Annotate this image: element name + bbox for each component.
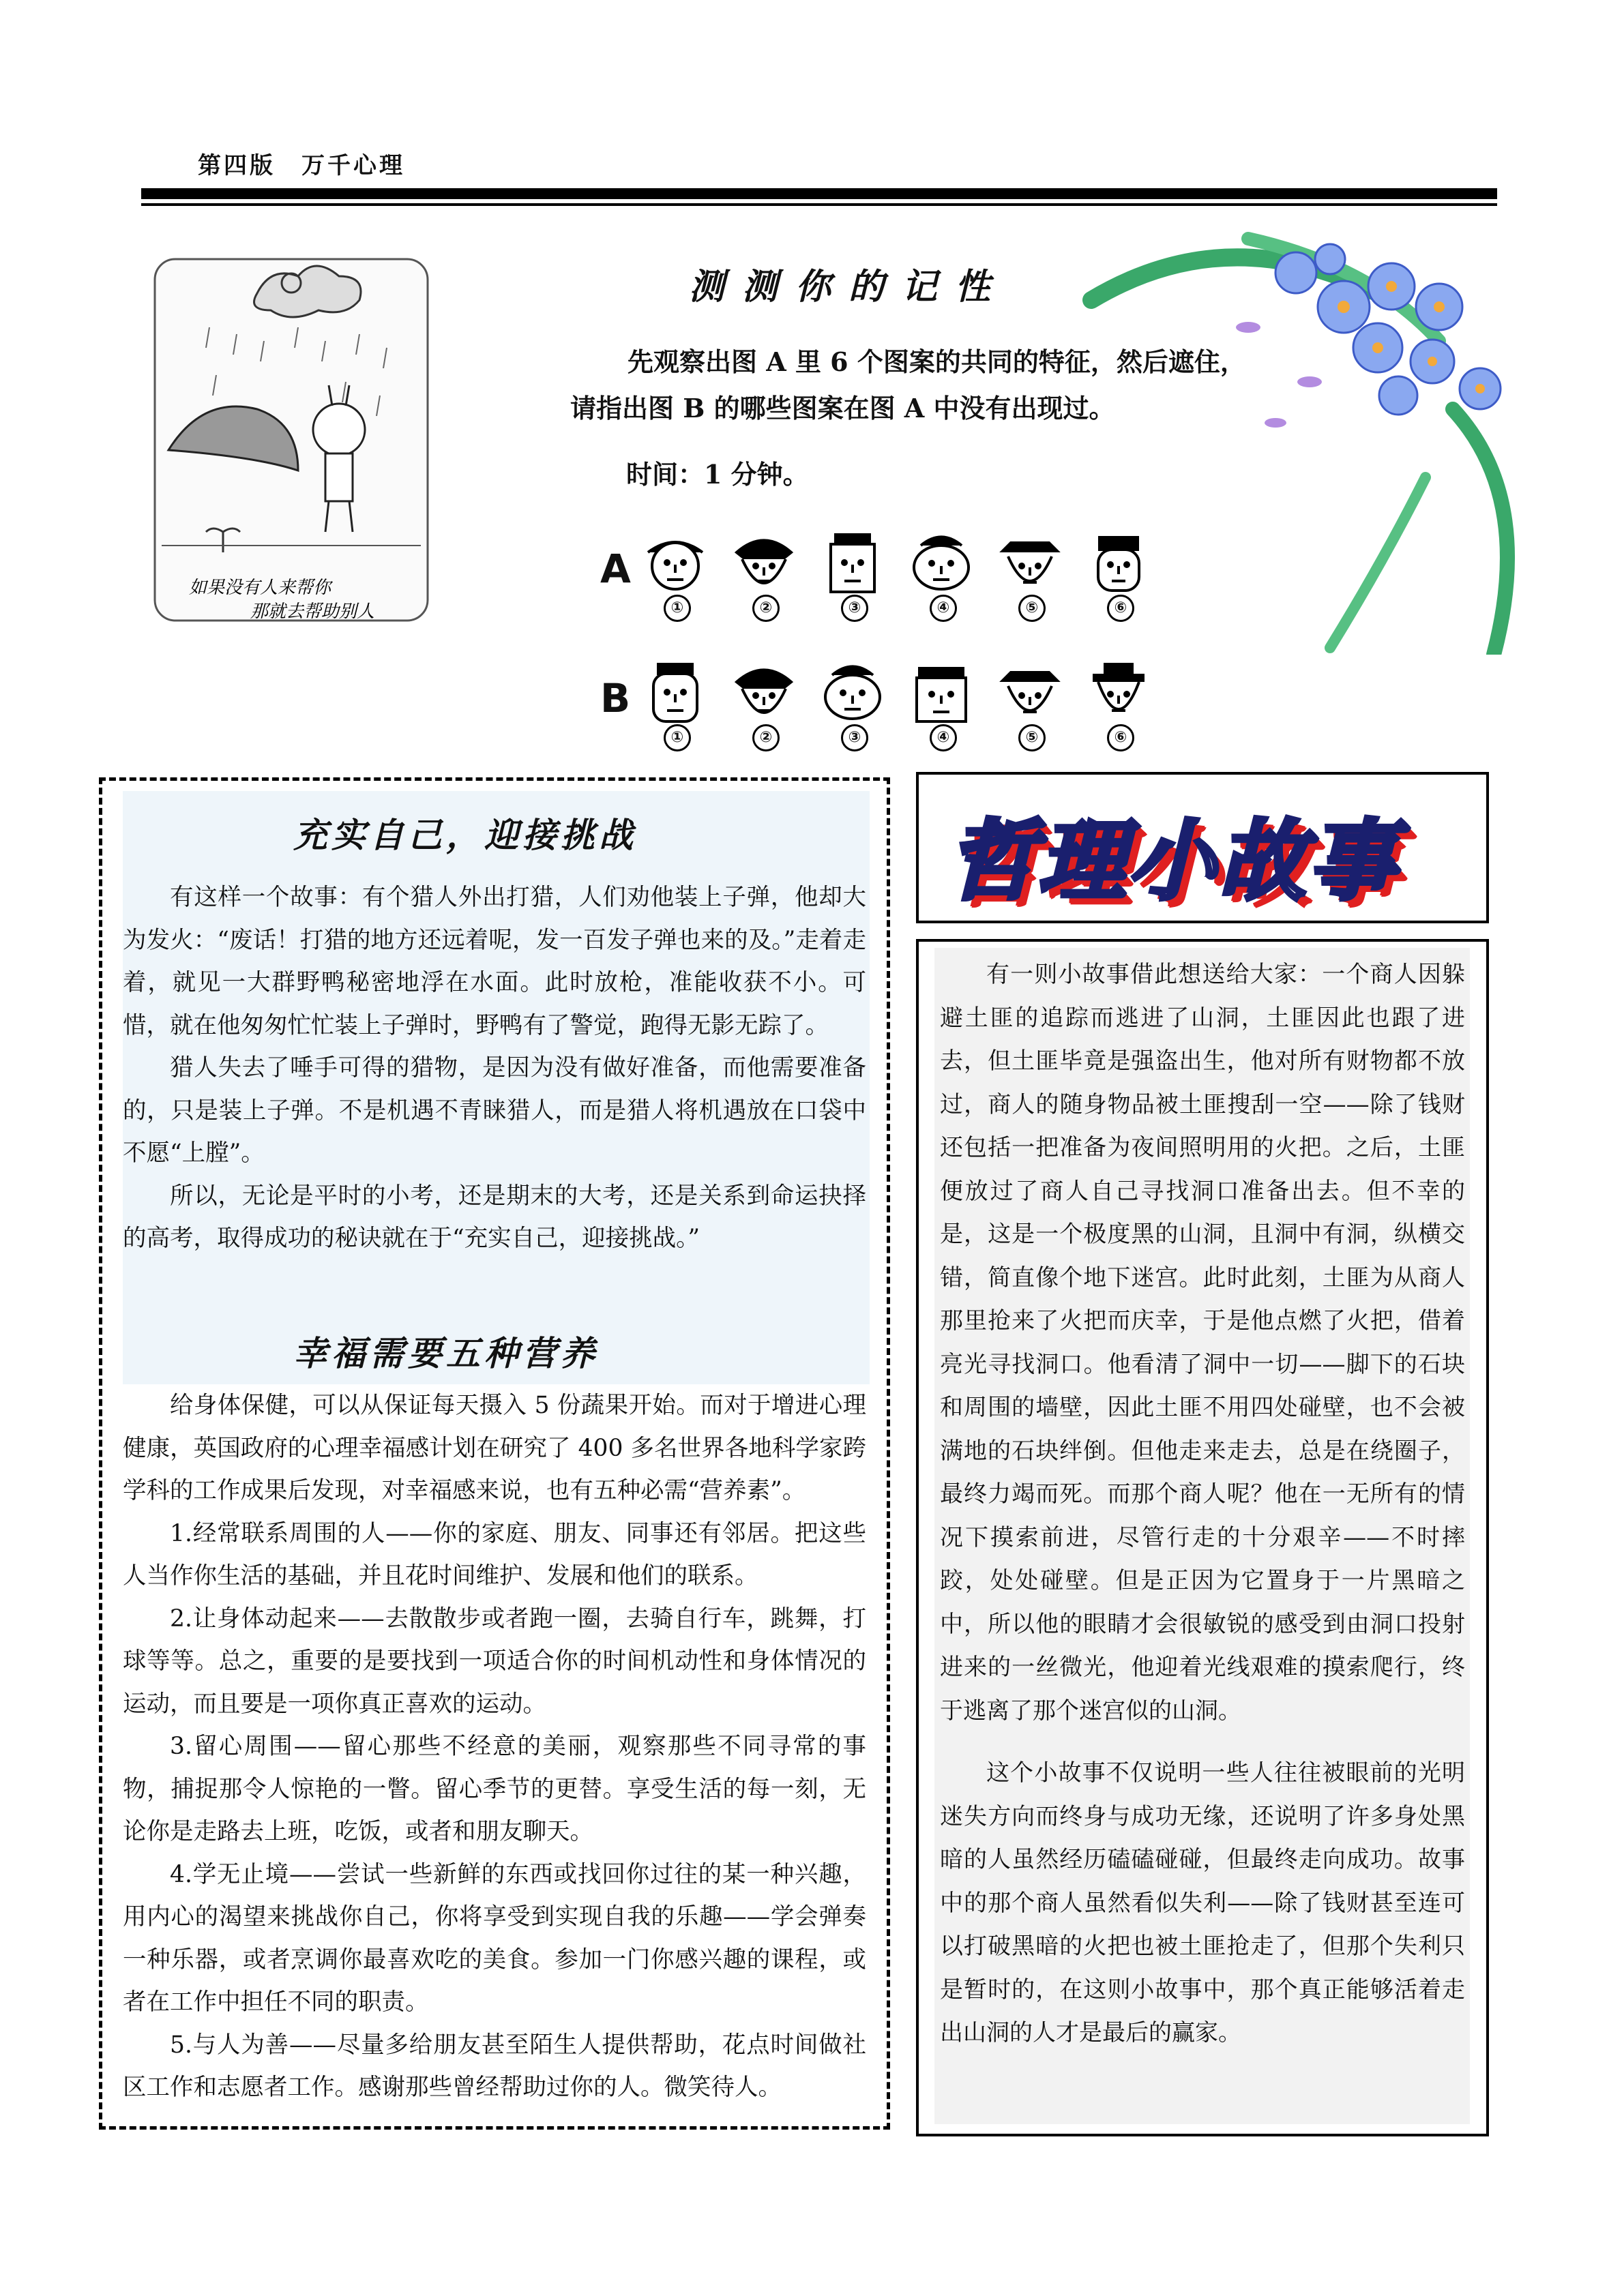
section2-body: [123, 1384, 866, 2109]
face-b2: [737, 670, 791, 713]
row-a-number-6: ⑥: [1107, 595, 1134, 622]
section2-paragraph: 2.让身体动起来——去散散步或者跑一圈，去骑自行车，跳舞，打球等等。总之，重要的是要找到一项适合你的时间机动性和身体情况的运动，而且要是一项你真正喜欢的运动。: [123, 1605, 866, 1718]
row-b-number-1: ①: [664, 724, 691, 751]
memory-test-title: 测测你的记性: [689, 267, 1009, 308]
row-b-number-6: ⑥: [1107, 724, 1134, 751]
row-b-number-5: ⑤: [1018, 724, 1046, 751]
section2-paragraph: 4.学无止境——尝试一些新鲜的东西或找回你过往的某一种兴趣，用内心的渴望来挑战你自己，你将享受到实现自我的乐趣——学会弹奏一种乐器，或者烹调你最喜欢吃的美食。参加一门你感兴趣的课程，或者在工作中担任不同的职责。: [123, 1860, 866, 2016]
header-rule-thick: [141, 188, 1497, 199]
face-a3: [831, 535, 874, 592]
header-rule-thin: [141, 203, 1497, 206]
face-a1: [648, 542, 703, 589]
story-paragraph: 这个小故事不仅说明一些人往往被眼前的光明迷失方向而终身与成功无缘，还说明了许多身处黑暗的人虽然经历磕磕碰碰，但最终走向成功。故事中的那个商人虽然看似失利——除了钱财甚至连可以打破黑暗的火把也被土匪抢走了，但那个失利只是暂时的，在这则小故事中，那个真正能够活着走出山洞的人才是最后的赢家。: [940, 1759, 1465, 2046]
face-b3: [825, 667, 880, 719]
memory-test-time: 时间：1 分钟。: [626, 459, 809, 490]
cartoon-caption-line2: 那就去帮助别人: [250, 601, 375, 621]
row-a-label: A: [600, 546, 631, 592]
rain-cartoon-illustration: [141, 232, 441, 641]
section1-paragraph: 所以，无论是平时的小考，还是期末的大考，还是关系到命运抉择的高考，取得成功的秘诀就在于“充实自己，迎接挑战。”: [123, 1182, 866, 1252]
section-title-challenge: 充实自己，迎接挑战: [293, 816, 637, 855]
story-title: 哲理小故事: [948, 811, 1399, 912]
row-a-number-1: ①: [664, 595, 691, 622]
row-b-number-3: ③: [841, 724, 868, 751]
story-paragraph: 有一则小故事借此想送给大家：一个商人因躲避土匪的追踪而逃进了山洞，土匪因此也跟了进去，但土匪毕竟是强盗出生，他对所有财物都不放过，商人的随身物品被土匪搜刮一空——除了钱财还包括一把准备为夜间照明用的火把。之后，土匪便放过了商人自己寻找洞口准备出去。但不幸的是，这是一个极度黑的山洞，且洞中有洞，纵横交错，简直像个地下迷宫。此时此刻，土匪为从商人那里抢来了火把而庆幸，于是他点燃了火把，借着亮光寻找洞口。他看清了洞中一切——脚下的石块和周围的墙壁，因此土匪不用四处碰壁，也不会被满地的石块绊倒。但他走来走去，总是在绕圈子，最终力竭而死。而那个商人呢？他在一无所有的情况下摸索前进，尽管行走的十分艰辛——不时摔跤，处处碰壁。但是正因为它置身于一片黑暗之中，所以他的眼睛才会很敏锐的感受到由洞口投射进来的一丝微光，他迎着光线艰难的摸索爬行，终于逃离了那个迷宫似的山洞。: [940, 961, 1465, 1725]
face-b4: [917, 668, 966, 721]
face-a5: [1003, 543, 1057, 582]
section1-paragraph: 猎人失去了唾手可得的猎物，是因为没有做好准备，而他需要准备的，只是装上子弹。不是机遇不青睐猎人，而是猎人将机遇放在口袋中不愿“上膛”。: [123, 1054, 866, 1167]
row-a-number-2: ②: [752, 595, 780, 622]
face-b5: [1003, 672, 1057, 712]
face-b1: [653, 664, 697, 721]
row-a-number-3: ③: [841, 595, 868, 622]
row-a-number-5: ⑤: [1018, 595, 1046, 622]
face-a2: [737, 541, 791, 584]
row-a-faces: [634, 525, 1194, 634]
row-b-faces: [634, 655, 1194, 764]
row-a-number-4: ④: [930, 595, 957, 622]
face-a4: [914, 537, 969, 590]
row-b-number-4: ④: [930, 724, 957, 751]
memory-test-instruction-2: 请指出图 B 的哪些图案在图 A 中没有出现过。: [570, 393, 1115, 423]
section2-paragraph: 1.经常联系周围的人——你的家庭、朋友、同事还有邻居。把这些人当作你生活的基础，并且花时间维护、发展和他们的联系。: [123, 1519, 866, 1590]
row-b-label: B: [600, 675, 631, 721]
page-header-label: 第四版 万千心理: [198, 152, 405, 179]
section1-paragraph: 有这样一个故事：有个猎人外出打猎，人们劝他装上子弹，他却大为发火：“废话！打猎的地方还远着呢，发一百发子弹也来的及。”走着走着，就见一大群野鸭秘密地浮在水面。此时放枪，准能收获不小。可惜，就在他匆匆忙忙装上子弹时，野鸭有了警觉，跑得无影无踪了。: [123, 884, 866, 1039]
section2-paragraph: 给身体保健，可以从保证每天摄入 5 份蔬果开始。而对于增进心理健康，英国政府的心理幸福感计划在研究了 400 多名世界各地科学家跨学科的工作成果后发现，对幸福感来说，也有五种必需“营养素”。: [123, 1392, 866, 1504]
section-title-happiness: 幸福需要五种营养: [293, 1334, 599, 1373]
section2-paragraph: 5.与人为善——尽量多给朋友甚至陌生人提供帮助，花点时间做社区工作和志愿者工作。感谢那些曾经帮助过你的人。微笑待人。: [123, 2031, 866, 2101]
story-body: [940, 953, 1465, 2055]
row-b-number-2: ②: [752, 724, 780, 751]
cartoon-caption-line1: 如果没有人来帮你: [189, 578, 331, 597]
section1-body: [123, 876, 866, 1260]
face-b6: [1094, 664, 1143, 711]
memory-test-instruction-1: 先观察出图 A 里 6 个图案的共同的特征，然后遮住，: [628, 346, 1246, 377]
face-a6: [1098, 537, 1139, 591]
section2-paragraph: 3.留心周围——留心那些不经意的美丽，观察那些不同寻常的事物，捕捉那令人惊艳的一瞥。留心季节的更替。享受生活的每一刻，无论你是走路去上班，吃饭，或者和朋友聊天。: [123, 1733, 866, 1845]
